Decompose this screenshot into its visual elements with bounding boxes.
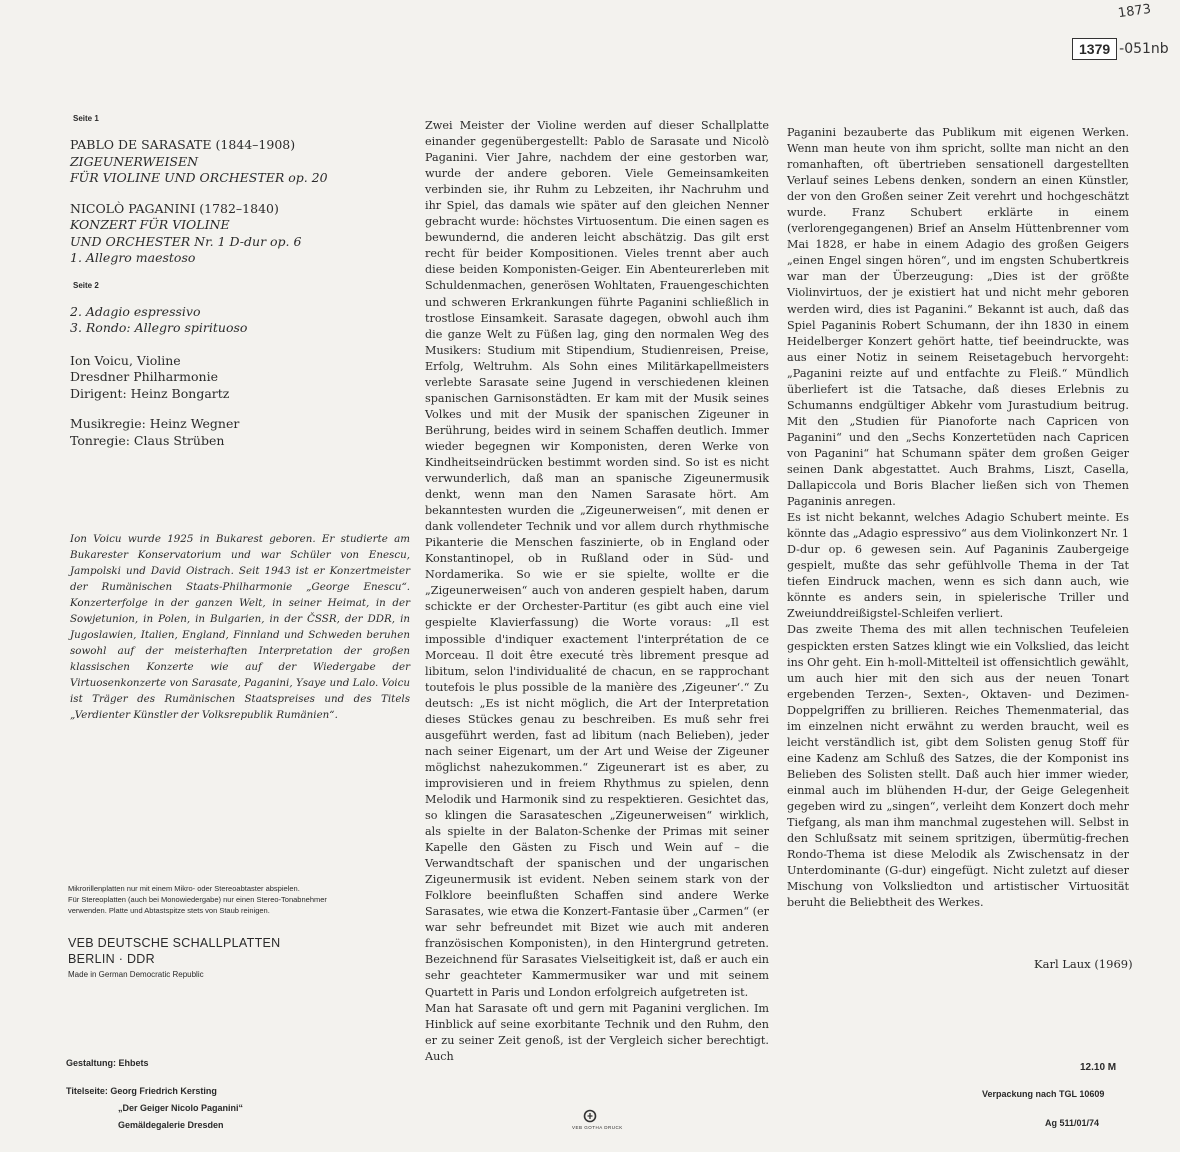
cover-credit-label: Titelseite: Georg Friedrich Kersting [66, 1086, 217, 1096]
cover-credit [66, 1083, 243, 1134]
catalog-number: 1379 [1072, 38, 1117, 60]
music-director: Musikregie: Heinz Wegner [70, 416, 240, 431]
publisher-city: BERLIN · DDR [68, 952, 155, 966]
work-2 [70, 201, 415, 267]
soloist: Ion Voicu, Violine [70, 352, 181, 368]
printer-logo-icon [583, 1109, 597, 1123]
made-in-label: Made in German Democratic Republic [68, 970, 204, 979]
work-1-title-line-1: ZIGEUNERWEISEN [70, 153, 199, 169]
catalog-handwritten-suffix: -051nb [1119, 41, 1169, 57]
packaging-code: Verpackung nach TGL 10609 [982, 1089, 1105, 1099]
author-signature: Karl Laux (1969) [1034, 957, 1133, 971]
side-2-movements [70, 304, 415, 337]
printer-name: VEB GOTHA DRUCK [572, 1125, 623, 1130]
catalog-sticker [1072, 38, 1169, 60]
movement-1: 1. Allegro maestoso [70, 250, 196, 265]
printer-mark [572, 1108, 623, 1130]
notice-line-3: verwenden. Platte und Abtastspitze stets von Staub reinigen. [68, 906, 270, 915]
program-listing [70, 114, 415, 449]
price-code: 12.10 M [1080, 1062, 1117, 1073]
essay-column-middle [425, 118, 769, 1065]
publisher-block [68, 936, 280, 980]
work-1-title-line-2: FÜR VIOLINE UND ORCHESTER op. 20 [70, 170, 328, 185]
cover-credit-source: Gemäldegalerie Dresden [118, 1120, 224, 1130]
work-1 [70, 137, 415, 187]
design-credit: Gestaltung: Ehbets [66, 1058, 149, 1068]
cover-credit-title: „Der Geiger Nicolo Paganini“ [118, 1103, 244, 1113]
notice-line-2: Für Stereoplatten (auch bei Monowiedergabe) nur einen Stereo-Tonabnehmer [68, 895, 327, 904]
essay-paragraph: Man hat Sarasate oft und gern mit Paganini verglichen. Im Hinblick auf seine exorbitante Technik und den Ruhm, den er zu seiner Zeit genoß, ist der Vergleich sicher berechtigt. Auch [425, 1001, 769, 1063]
essay-paragraph: Das zweite Thema des mit allen technischen Teufeleien gespickten ersten Satzes klingt wie ein Volkslied, das leicht ins Ohr geht. Ein h-moll-Mittelteil ist offensichtlich gewählt, um auch hier mit den sich aus der neuen Tonart ergebenden Terzen-, Sexten-, Oktaven- und Dezimen-Doppelgriffen zu brillieren. Reiches Themenmaterial, das im einzelnen nicht erwähnt zu werden braucht, weil es leicht verständlich ist, gibt dem Solisten genug Stoff für eine Kadenz am Schluß des Satzes, die der Komponist ins Belieben des Solisten stellt. Daß auch hier immer wieder, einmal auch im blühenden H-dur, der Geige Gelegenheit gegeben wird zu „singen“, verleiht dem Konzert doch mehr Tiefgang, als man ihm manchmal zugestehen will. Selbst in den Schlußsatz mit seinem spritzigen, übermütig-frechen Rondo-Thema ist diese Melodik als Zwischensatz in der Unterdominante (G-dur) eingefügt. Nicht zuletzt auf dieser Mischung von Volksliedton und artistischer Virtuosität beruht die Beliebtheit des Werkes. [787, 623, 1129, 910]
publisher-name: VEB DEUTSCHE SCHALLPLATTEN [68, 936, 281, 950]
playback-notice [68, 883, 418, 916]
notice-line-1: Mikrorillenplatten nur mit einem Mikro- oder Stereoabtaster abspielen. [68, 884, 300, 893]
movement-2: 2. Adagio espressivo [70, 303, 201, 319]
work-2-composer: NICOLÒ PAGANINI (1782–1840) [70, 200, 279, 216]
side-2-label: Seite 2 [73, 280, 99, 290]
essay-paragraph: Es ist nicht bekannt, welches Adagio Schubert meinte. Es könnte das „Adagio espressivo“ aus dem Violinkonzert Nr. 1 D-dur op. 6 gewesen sein. Auf Paganinis Zaubergeige gespielt, mußte das sehr gefühlvolle Thema in der Tat tiefen Eindruck machen, wenn es sich dann auch, wie könnte es anders sein, in spielerische Triller und Zweiunddreißigstel-Schleifen verliert. [787, 511, 1129, 621]
essay-paragraph: Paganini bezauberte das Publikum mit eigenen Werken. Wenn man heute von ihm spricht, sollte man nicht an den romanhaften, oft übertrieben sensationell dargestellten Verlauf seines Lebens denken, sondern an einen Künstler, der von den Großen seiner Zeit verehrt und hochgeschätzt wurde. Franz Schubert erklärte in einem (verlorengegangenen) Brief an Anselm Hüttenbrenner vom Mai 1828, er habe in einem Adagio des großen Geigers „einen Engel singen hören“, und im engsten Schubertkreis war man der Überzeugung: „Dies ist der größte Violinvirtuos, der je existiert hat und nicht mehr geboren werden wird, dies ist Paganini.“ Bekannt ist auch, daß das Spiel Paganinis Robert Schumann, der ihn 1830 in einem Heidelberger Konzert gehört hatte, tief beeindruckte, was aus einer Notiz in seinem Reisetagebuch hervorgeht: „Paganini reizte auf und entfachte zu Fleiß.“ Mündlich überliefert ist die Tatsache, daß dieses Erlebnis zu Schumanns endgültiger Abkehr vom Jurastudium beitrug. Mit den „Studien für Pianoforte nach Capricen von Paganini“ und den „Sechs Konzertetüden nach Capricen von Paganini“ hat Schumann später dem großen Geiger seinen Dank abgestattet. Auch Brahms, Liszt, Casella, Dallapiccola und Boris Blacher ließen sich von Themen Paganinis anregen. [787, 126, 1129, 509]
movement-3: 3. Rondo: Allegro spirituoso [70, 320, 248, 335]
ag-code: Ag 511/01/74 [1045, 1118, 1100, 1128]
handwritten-inventory-mark: 1873 [1117, 1, 1152, 22]
conductor: Dirigent: Heinz Bongartz [70, 385, 230, 401]
orchestra: Dresdner Philharmonie [70, 369, 218, 384]
work-2-title-line-2: UND ORCHESTER Nr. 1 D-dur op. 6 [70, 233, 302, 249]
performers [70, 353, 415, 450]
essay-paragraph: Zwei Meister der Violine werden auf dieser Schallplatte einander gegenübergestellt: Pablo de Sarasate und Nicolò Paganini. Vier Jahre, nachdem der eine gestorben war, wurde der andere geboren. Viele Gemeinsamkeiten verbinden sie, ihr Ruhm zu Lebzeiten, ihr Nachruhm und ihr Spiel, das damals wie später auf den gleichen Nenner gebracht wurde: höchstes Virtuosentum. Die einen sagen es bewundernd, die anderen leicht abschätzig. Das gilt erst recht für beider Kompositionen. Vieles trennt aber auch diese beiden Komponisten-Geiger. Ein Abenteurerleben mit Schuldenmachen, generösen Wohltaten, Frauengeschichten und schweren Erkrankungen führte Paganini schließlich in trostlose Einsamkeit. Sarasate dagegen, obwohl auch ihm die ganze Welt zu Füßen lag, ging den normalen Weg des Musikers: Studium mit Stipendium, Studienreisen, Preise, Erfolg, Weltruhm. Als Sohn eines Militärkapellmeisters verlebte Sarasate seine Jugend in verschiedenen kleinen spanischen Garnisonstädten. Er kam mit der Musik seines Volkes und mit der Musik der spanischen Zigeuner in Berührung, beides wird in seinem Schaffen deutlich. Immer wieder begegnen wir Komponisten, deren Werke von Kindheitseindrücken bestimmt worden sind. So ist es nicht verwunderlich, daß man an spanische Zigeunermusik denkt, wenn man den Namen Sarasate hört. Am bekanntesten wurden die „Zigeunerweisen“, mit denen er dank vollendeter Technik und vor allem durch rhythmische Pikanterie die Menschen faszinierte, ob in England oder Konstantinopel, ob in Rußland oder in Süd- und Nordamerika. So wie er sie spielte, wollte er die „Zigeunerweisen“ auch von anderen gespielt haben, darum schickte er der Orchester-Partitur (es gibt auch eine viel gespielte Klavierfassung) die Worte voraus: „Il est impossible d'indiquer exactement l'interprétation de ce Morceau. Il doit être executé très librement presque ad libitum, selon l'individualité de chacun, en se rapprochant toutefois le plus possible de la manière des ‚Zigeuner‘.“ Zu deutsch: „Es ist nicht möglich, die Art der Interpretation dieses Stückes genau zu beschreiben. Es muß sehr frei ausgeführt werden, fast ad libitum (nach Belieben), jeder nach seiner Eigenart, um der Art und Weise der Zigeuner möglichst nahezukommen.“ Zigeunerart ist es aber, zu improvisieren und in freiem Rhythmus zu spielen, denn Melodik und Harmonik sind zu respektieren. Gesichtet das, so klingen die Sarasateschen „Zigeunerweisen“ wirklich, als spielte in der Balaton-Schenke der Primas mit seiner Kapelle den Gästen zu Fisch und Wein auf – die Verwandtschaft der spanischen und der ungarischen Zigeunermusik ist evident. Neben seinem stark von der Folklore beeinflußten Schaffen sind andere Werke Sarasates, wie etwa die Konzert-Fantasie über „Carmen“ (er war sehr befreundet mit Bizet wie auch mit anderen französischen Komponisten), in den Hintergrund getreten. Bezeichnend für Sarasates Vielseitigkeit ist, daß er auch ein sehr geachteter Kammermusiker war und mit seinem Quartett in Paris und London erfolgreich aufgetreten ist. [425, 119, 769, 999]
soloist-biography: Ion Voicu wurde 1925 in Bukarest geboren. Er studierte am Bukarester Konservatorium und war Schüler von Enescu, Jampolski und David Oistrach. Seit 1943 ist er Konzertmeister der Rumänischen Staats-Philharmonie „George Enescu“. Konzerterfolge in der ganzen Welt, in seiner Heimat, in der Sowjetunion, in Polen, in Bulgarien, in der ČSSR, der DDR, in Jugoslawien, Italien, England, Finnland und Schweden beruhen sowohl auf der meisterhaften Interpretation der großen klassischen Konzerte wie auf der Wiedergabe der Virtuosenkonzerte von Sarasate, Paganini, Ysaye und Lalo. Voicu ist Träger des Rumänischen Staatspreises und des Titels „Verdienter Künstler der Volksrepublik Rumänien“. [70, 533, 410, 721]
work-2-title-line-1: KONZERT FÜR VIOLINE [70, 217, 230, 232]
work-1-composer: PABLO DE SARASATE (1844–1908) [70, 137, 296, 152]
essay-column-right [787, 125, 1129, 911]
sound-director: Tonregie: Claus Strüben [70, 432, 225, 448]
side-1-label: Seite 1 [73, 114, 99, 123]
